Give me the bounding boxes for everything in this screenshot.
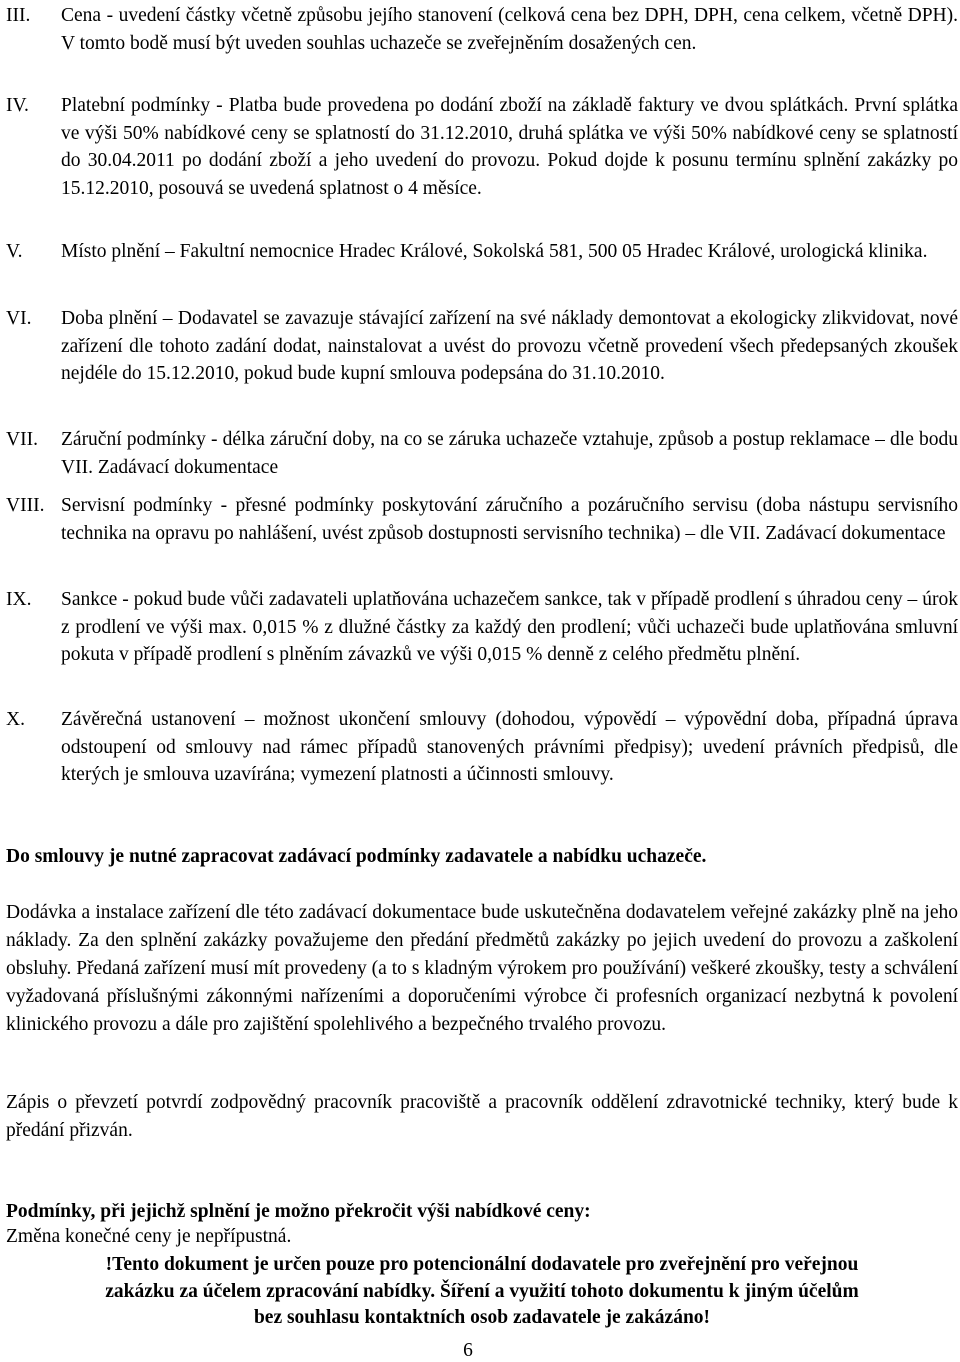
- section-ix: [6, 586, 958, 669]
- section-iv: [6, 92, 958, 202]
- section-text: Cena - uvedení částky včetně způsobu jejího stanovení (celková cena bez DPH, DPH, cena celkem, včetně DPH). V tomto bodě musí být uveden souhlas uchazeče se zveřejněním dosažených cen.: [61, 5, 958, 54]
- section-iii: [6, 2, 958, 57]
- section-vi: [6, 305, 958, 388]
- price-conditions-heading: Podmínky, při jejichž splnění je možno překročit výši nabídkové ceny:: [6, 1201, 591, 1222]
- page-number: 6: [463, 1340, 473, 1361]
- section-number: VII.: [6, 429, 38, 450]
- section-text: Platební podmínky - Platba bude provedena po dodání zboží na základě faktury ve dvou splátkách. První splátka ve výši 50% nabídkové ceny se splatností do 31.12.2010, druhá splátka ve výši 50% nabídkové ceny se splatností do 30.04.2011 po dodání zboží a jeho uvedení do provozu. Pokud dojde k posunu termínu splnění zakázky po 15.12.2010, posouvá se uvedená splatnost o 4 měsíce.: [61, 95, 958, 199]
- warning-line-1: !Tento dokument je určen pouze pro potencionální dodavatele pro zveřejnění pro veřejnou: [105, 1254, 859, 1275]
- section-number: IX.: [6, 589, 32, 610]
- section-text: Závěrečná ustanovení – možnost ukončení smlouvy (dohodou, výpovědí – výpovědní doba, případná úprava odstoupení od smlouvy nad rámec případů stanovených právními předpisy); uvedení právních předpisů, dle kterých je smlouva uzavírána; vymezení platnosti a účinnosti smlouvy.: [61, 709, 958, 785]
- section-text: Servisní podmínky - přesné podmínky poskytování záručního a pozáručního servisu (doba nástupu servisního technika na opravu po nahlášení, uvést způsob dostupnosti servisního technika) – dle VII. Zadávací dokumentace: [61, 495, 958, 544]
- section-number: VI.: [6, 308, 32, 329]
- section-text: Místo plnění – Fakultní nemocnice Hradec Králové, Sokolská 581, 500 05 Hradec Králové, urologická klinika.: [61, 241, 928, 262]
- section-vii: [6, 426, 958, 481]
- section-x: [6, 706, 958, 789]
- warning-line-2: zakázku za účelem zpracování nabídky. Šíření a využití tohoto dokumentu k jiným účelům: [105, 1281, 859, 1302]
- contract-note: Do smlouvy je nutné zapracovat zadávací podmínky zadavatele a nabídku uchazeče.: [6, 846, 707, 867]
- section-viii: [6, 492, 958, 547]
- handover-paragraph: Zápis o převzetí potvrdí zodpovědný pracovník pracoviště a pracovník oddělení zdravotnické techniky, který bude k předání přizván.: [6, 1092, 958, 1141]
- section-text: Doba plnění – Dodavatel se zavazuje stávající zařízení na své náklady demontovat a ekologicky zlikvidovat, nové zařízení dle tohoto zadání dodat, nainstalovat a uvést do provozu včetně provedení všech předepsaných zkoušek nejdéle do 15.12.2010, pokud bude kupní smlouva podepsána do 31.10.2010.: [61, 308, 958, 384]
- section-number: X.: [6, 709, 25, 730]
- section-number: VIII.: [6, 495, 45, 516]
- section-number: III.: [6, 5, 31, 26]
- warning-line-3: bez souhlasu kontaktních osob zadavatele je zakázáno!: [253, 1307, 711, 1328]
- section-number: IV.: [6, 95, 29, 116]
- section-text: Záruční podmínky - délka záruční doby, na co se záruka uchazeče vztahuje, způsob a postup reklamace – dle bodu VII. Zadávací dokumentace: [61, 429, 958, 478]
- section-number: V.: [6, 241, 23, 262]
- section-v: [6, 238, 958, 266]
- price-conditions-text: Změna konečné ceny je nepřípustná.: [6, 1226, 292, 1247]
- delivery-paragraph: Dodávka a instalace zařízení dle této zadávací dokumentace bude uskutečněna dodavatelem veřejné zakázky plně na jeho náklady. Za den splnění zakázky považujeme den předání předmětů zakázky po jejich uvedení do provozu a zaškolení obsluhy. Předaná zařízení musí mít provedeny (a to s kladným výrokem pro používání) veškeré zkoušky, testy a schválení vyžadovaná příslušnými zákonnými nařízeními a doporučeními výrobce či profesních organizací nezbytná k povolení klinického provozu a dále pro zajištění spolehlivého a bezpečného trvalého provozu.: [6, 902, 958, 1035]
- section-text: Sankce - pokud bude vůči zadavateli uplatňována uchazečem sankce, tak v případě prodlení s úhradou ceny – úrok z prodlení ve výši max. 0,015 % z dlužné částky za každý den prodlení; vůči uchazeči bude uplatňována smluvní pokuta v případě prodlení s plněním závazků ve výši 0,015 % denně z celého předmětu plnění.: [61, 589, 958, 665]
